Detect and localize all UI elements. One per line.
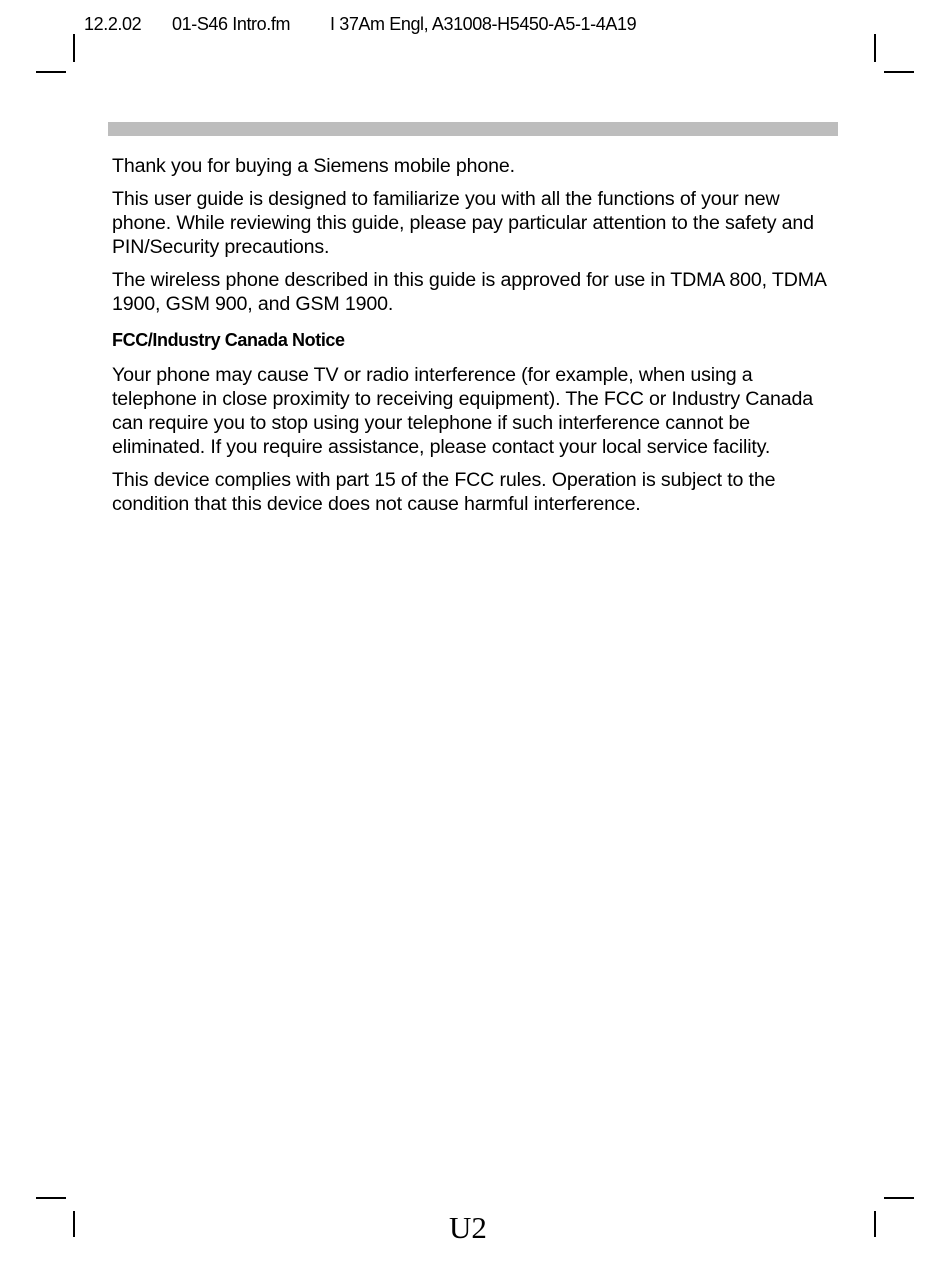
header-job-id: I 37Am Engl, A31008-H5450-A5-1-4A19 xyxy=(330,14,637,34)
page-body xyxy=(112,154,842,525)
crop-mark-bottom-left-horizontal xyxy=(36,1197,66,1199)
intro-paragraph: Thank you for buying a Siemens mobile phone. xyxy=(112,155,515,177)
interference-paragraph: Your phone may cause TV or radio interference (for example, when using a telephone in close proximity to receiving equipment). The FCC or Industry Canada can require you to stop using your telephone if such interference cannot be eliminated. If you require assistance, please contact your local service facility. xyxy=(112,364,813,458)
crop-mark-top-right-horizontal xyxy=(884,71,914,73)
crop-mark-top-right-vertical xyxy=(874,34,876,62)
crop-mark-top-left-vertical xyxy=(73,34,75,62)
guide-paragraph: This user guide is designed to familiarize you with all the functions of your new phone. While reviewing this guide, please pay particular attention to the safety and PIN/Security precautions. xyxy=(112,188,814,258)
header-filename: 01-S46 Intro.fm xyxy=(172,14,291,34)
compliance-paragraph: This device complies with part 15 of the FCC rules. Operation is subject to the condition that this device does not cause harmful interference. xyxy=(112,469,776,515)
section-rule xyxy=(108,122,838,136)
page-number: U2 xyxy=(449,1210,487,1245)
approval-paragraph: The wireless phone described in this guide is approved for use in TDMA 800, TDMA 1900, GSM 900, and GSM 1900. xyxy=(112,269,826,315)
header-date: 12.2.02 xyxy=(84,14,142,34)
crop-mark-top-left-horizontal xyxy=(36,71,66,73)
section-heading: FCC/Industry Canada Notice xyxy=(112,330,345,350)
crop-mark-bottom-right-horizontal xyxy=(884,1197,914,1199)
